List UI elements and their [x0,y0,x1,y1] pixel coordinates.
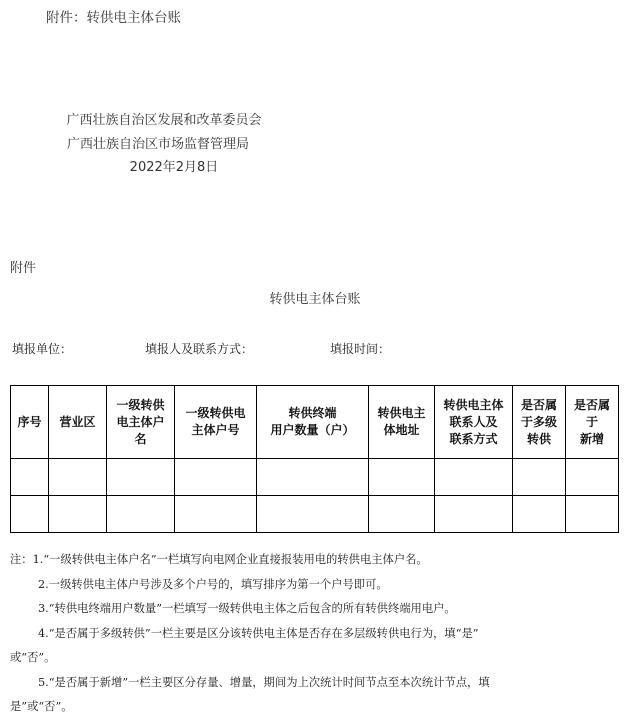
note-line: 2.一级转供电主体户号涉及多个户号的，填写排序为第一个户号即可。 [38,577,388,591]
note-line: 注：1.“一级转供电主体户名”一栏填写向电网企业直接报装用电的转供电主体户名。 [10,553,428,566]
table-row [11,496,619,533]
table-cell[interactable] [11,496,49,533]
note-line: 是”或“否”。 [10,700,73,713]
attachment-heading: 附件：转供电主体台账 [46,10,181,26]
issue-date: 2022年2月8日 [129,160,219,175]
header-row [11,386,619,459]
table-cell[interactable] [513,496,566,533]
col-header-account-no: 一级转供电 主体户号 [175,386,257,459]
table-cell[interactable] [369,496,435,533]
col-header-contact: 转供电主体 联系人及 联系方式 [435,386,513,459]
fill-contact-label: 填报人及联系方式： [145,342,254,356]
ledger-table [10,385,619,533]
note-line: 4.“是否属于多级转供”一栏主要是区分该转供电主体是否存在多层级转供电行为，填“是” [38,626,479,640]
col-header-multi-level: 是否属 于多级 转供 [513,386,566,459]
table-cell[interactable] [11,459,49,496]
col-header-new: 是否属 于 新增 [566,386,619,459]
table-cell[interactable] [369,459,435,496]
table-cell[interactable] [566,459,619,496]
col-header-service-area: 营业区 [49,386,107,459]
ledger-title: 转供电主体台账 [269,292,361,307]
col-header-entity-name: 一级转供 电主体户 名 [107,386,175,459]
col-header-address: 转供电主 体地址 [369,386,435,459]
table-cell[interactable] [257,459,369,496]
table-cell[interactable] [107,496,175,533]
table-cell[interactable] [566,496,619,533]
table-cell[interactable] [513,459,566,496]
fill-unit-label: 填报单位： [12,342,73,356]
table-cell[interactable] [435,496,513,533]
note-line: 或“否”。 [10,651,56,664]
col-header-terminal-users: 转供终端 用户数量（户） [257,386,369,459]
issuing-org-2: 广西壮族自治区市场监督管理局 [66,137,249,152]
table-cell[interactable] [49,459,107,496]
table-cell[interactable] [257,496,369,533]
table-row [11,459,619,496]
notes-section [10,548,622,720]
col-header-index: 序号 [11,386,49,459]
table-cell[interactable] [49,496,107,533]
note-line: 3.“转供电终端用户数量”一栏填写一级转供电主体之后包含的所有转供终端用电户。 [38,602,456,615]
table-cell[interactable] [435,459,513,496]
table-cell[interactable] [175,459,257,496]
issuing-org-1: 广西壮族自治区发展和改革委员会 [66,113,262,128]
fill-time-label: 填报时间： [330,342,391,356]
attachment-label: 附件 [10,261,37,276]
table-cell[interactable] [175,496,257,533]
table-cell[interactable] [107,459,175,496]
note-line: 5.“是否属于新增”一栏主要区分存量、增量，期间为上次统计时间节点至本次统计节点，填 [38,675,490,689]
